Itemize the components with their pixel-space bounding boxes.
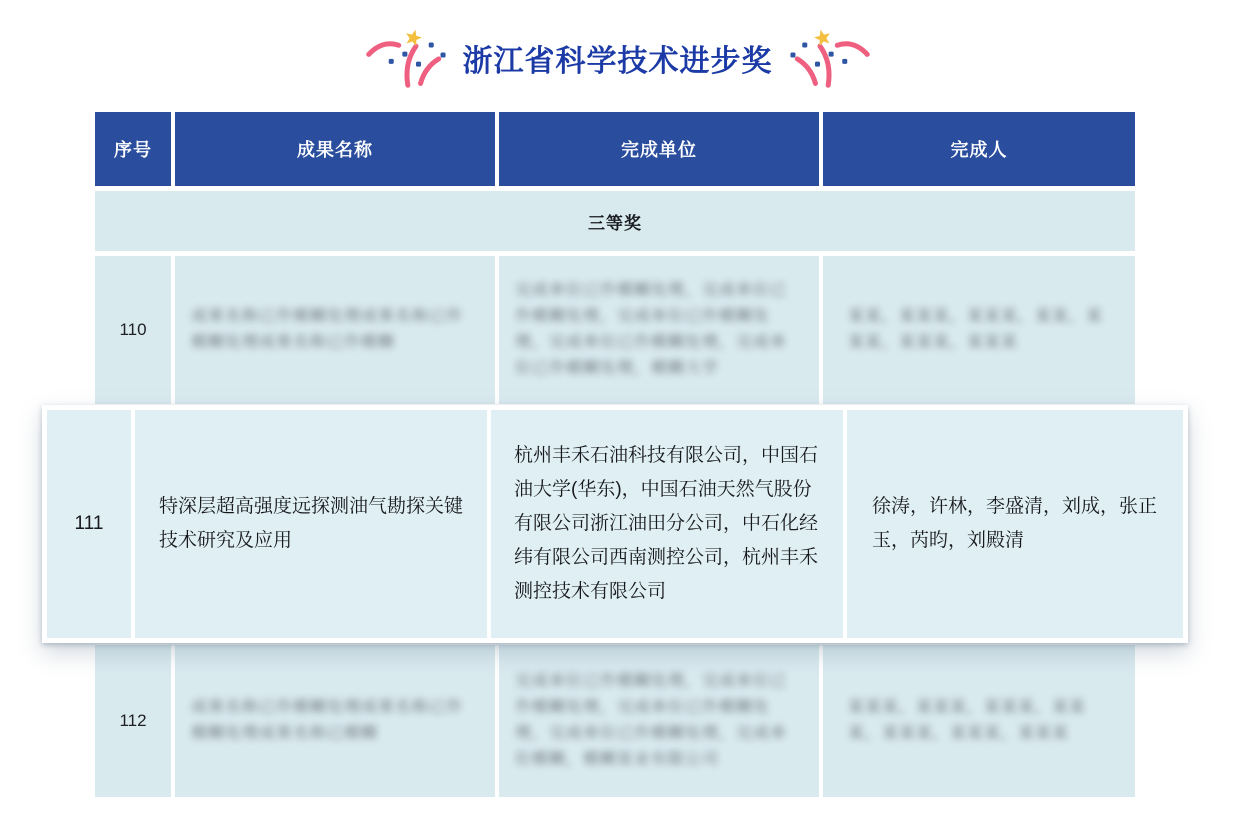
header-cell-no: 序号 <box>95 112 171 186</box>
redacted-text: 完成单位已作模糊处理，完成单位已作模糊处理，完成单位已作模糊处理，完成单位已作模糊处理，完成单位模糊，模糊泵业有限公司 <box>515 673 788 768</box>
awards-table <box>74 112 1158 797</box>
redacted-text: 某某，某某某，某某某，某某，某某某，某某某，某某某 <box>848 308 1104 351</box>
header-cell-org: 完成单位 <box>499 112 819 186</box>
row-number: 112 <box>95 645 171 797</box>
achievement-name <box>175 256 495 404</box>
fireworks-right-icon <box>787 28 873 88</box>
row-number: 111 <box>47 410 131 638</box>
table-row <box>95 645 1135 797</box>
table-row <box>95 256 1135 404</box>
star-icon <box>812 28 832 47</box>
redacted-text: 某某某，某某某，某某某，某某某，某某某，某某某，某某某 <box>848 699 1087 742</box>
completers: 徐涛，许林，李盛清，刘成，张正玉，芮昀，刘殿清 <box>847 410 1183 638</box>
completers <box>823 256 1135 404</box>
title-row <box>0 0 1235 86</box>
highlighted-row-card <box>42 405 1188 643</box>
achievement-name <box>175 645 495 797</box>
section-row-third-prize: 三等奖 <box>95 191 1135 251</box>
row-number: 110 <box>95 256 171 404</box>
redacted-text: 成果名称已作模糊处理成果名称已作模糊处理成果名称已模糊 <box>191 699 464 742</box>
page-title: 浙江省科学技术进步奖 <box>462 45 773 78</box>
fireworks-left-icon <box>363 28 449 88</box>
completers <box>823 645 1135 797</box>
table-header-row <box>95 112 1135 186</box>
redacted-text: 成果名称已作模糊处理成果名称已作模糊处理成果名称已作模糊 <box>191 308 464 351</box>
achievement-name: 特深层超高强度远探测油气勘探关键技术研究及应用 <box>135 410 487 638</box>
completing-organizations: 杭州丰禾石油科技有限公司，中国石油大学(华东)，中国石油天然气股份有限公司浙江油田分公司，中石化经纬有限公司西南测控公司，杭州丰禾测控技术有限公司 <box>491 410 843 638</box>
star-icon <box>403 28 423 47</box>
header-cell-people: 完成人 <box>823 112 1135 186</box>
header-cell-name: 成果名称 <box>175 112 495 186</box>
completing-organizations <box>499 256 819 404</box>
redacted-text: 完成单位已作模糊处理，完成单位已作模糊处理，完成单位已作模糊处理，完成单位已作模糊处理，完成单位已作模糊处理，模糊大学 <box>515 282 788 377</box>
completing-organizations <box>499 645 819 797</box>
